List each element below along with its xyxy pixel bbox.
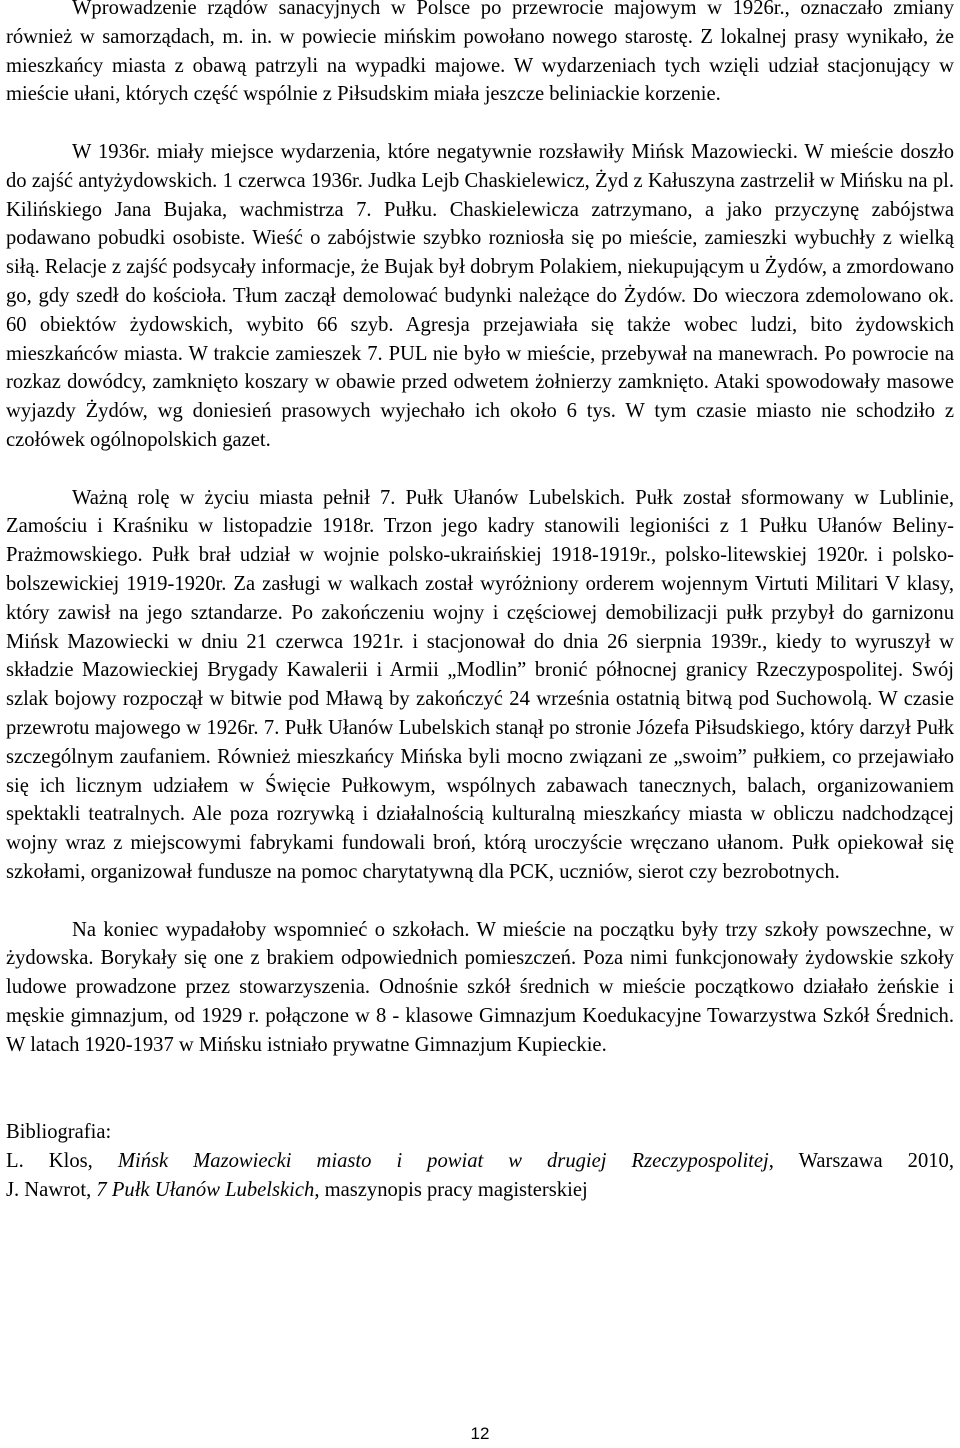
bibliography-title: Mińsk Mazowiecki miasto i powiat w drugiej Rzeczypospolitej — [117, 1150, 769, 1173]
bibliography-heading: Bibliografia: — [6, 1121, 112, 1144]
document-page — [6, 0, 954, 1205]
bibliography-entry — [6, 1147, 954, 1176]
bibliography-details: , Warszawa 2010, — [768, 1150, 955, 1173]
bibliography — [6, 1118, 954, 1204]
paragraph-1936-events: W 1936r. miały miejsce wydarzenia, które negatywnie rozsławiły Mińsk Mazowiecki. W mieście doszło do zajść antyżydowskich. 1 czerwca 1936r. Judka Lejb Chaskielewicz, Żyd z Kałuszyna zastrzelił w Mińsku na pl. Kilińskiego Jana Bujaka, wachmistrza 7. Pułku. Chaskielewicza zatrzymano, a jako przyczynę zabójstwa podawano pobudki osobiste. Wieść o zabójstwie szybko rozniosła się po mieście, zamieszki wybuchły z wielką siłą. Relacje z zajść podsycały informacje, że Bujak był dobrym Polakiem, niekupującym u Żydów, a zmordowano go, gdy szedł do kościoła. Tłum zaczął demolować budynki należące do Żydów. Do wieczora zdemolowano ok. 60 obiektów żydowskich, wybito 66 szyb. Agresja przejawiała się także wobec ludzi, bito żydowskich mieszkańców miasta. W trakcie zamieszek 7. PUL nie było w mieście, przebywał na manewrach. Po powrocie na rozkaz dowódcy, zamknięto koszary w obawie przed odwetem żołnierzy zamknięto. Ataki spowodowały masowe wyjazdy Żydów, wg doniesień prasowych wyjechało ich około 6 tys. W tym czasie miasto nie schodziło z czołówek ogólnopolskich gazet. — [6, 140, 954, 451]
paragraph-schools: Na koniec wypadałoby wspomnieć o szkołach. W mieście na początku były trzy szkoły powszechne, w żydowska. Borykały się one z brakiem odpowiednich pomieszczeń. Poza nimi funkcjonowały żydowskie szkoły ludowe prowadzone przez stowarzyszenia. Odnośnie szkół średnich w mieście początkowo działało żeńskie i męskie gimnazjum, od 1929 r. połączone w 8 - klasowe Gimnazjum Koedukacyjne Towarzystwa Szkół Średnich. W latach 1920-1937 w Mińsku istniało prywatne Gimnazjum Kupieckie. — [6, 918, 954, 1056]
bibliography-details: , maszynopis pracy magisterskiej — [314, 1179, 588, 1202]
paragraph-sanacja: Wprowadzenie rządów sanacyjnych w Polsce po przewrocie majowym w 1926r., oznaczało zmiany również w samorządach, m. in. w powiecie mińskim powołano nowego starostę. Z lokalnej prasy wynikało, że mieszkańcy miasta z obawą patrzyli na wypadki majowe. W wydarzeniach tych wzięli udział stacjonujący w mieście ułani, których część wspólnie z Piłsudskim miała jeszcze beliniackie korzenie. — [6, 0, 954, 106]
bibliography-author: L. Klos, — [6, 1150, 118, 1173]
bibliography-author: J. Nawrot, — [6, 1179, 97, 1202]
bibliography-title: 7 Pułk Ułanów Lubelskich — [96, 1179, 315, 1202]
paragraph-uhlan-regiment: Ważną rolę w życiu miasta pełnił 7. Pułk Ułanów Lubelskich. Pułk został sformowany w Lublinie, Zamościu i Kraśniku w listopadzie 1918r. Trzon jego kadry stanowili legioniści z 1 Pułku Ułanów Beliny-Prażmowskiego. Pułk brał udział w wojnie polsko-ukraińskiej 1918-1919r., polsko-litewskiej 1920r. i polsko-bolszewickiej 1919-1920r. Za zasługi w walkach został wyróżniony orderem wojennym Virtuti Militari V klasy, który zawisł na jego sztandarze. Po zakończeniu wojny i częściowej demobilizacji pułk przybył do garnizonu Mińsk Mazowiecki w dniu 21 czerwca 1921r. i stacjonował do dnia 26 sierpnia 1939r., kiedy to wyruszył w składzie Mazowieckiej Brygady Kawalerii i Armii „Modlin” bronić północnej granicy Rzeczypospolitej. Swój szlak bojowy rozpoczął w bitwie pod Mławą by zakończyć 24 września ostatnią bitwą pod Suchowolą. W czasie przewrotu majowego w 1926r. 7. Pułk Ułanów Lubelskich stanął po stronie Józefa Piłsudskiego, który darzył Pułk szczególnym zaufaniem. Również mieszkańcy Mińska byli mocno związani ze „swoim” pułkiem, co przejawiało się ich licznym udziałem w Święcie Pułkowym, wspólnych zabawach tanecznych, balach, organizowaniem spektakli teatralnych. Ale poza rozrywką i działalnością kulturalną mieszkańcy miasta w obliczu nadchodzącej wojny wraz z miejscowymi fabrykami fundowali broń, którą uroczyście wręczano ułanom. Pułk opiekował się szkołami, organizował fundusze na pomoc charytatywną dla PCK, uczniów, sierot czy bezrobotnych. — [6, 486, 954, 883]
page-number: 12 — [470, 1424, 490, 1443]
bibliography-entry — [6, 1176, 954, 1205]
